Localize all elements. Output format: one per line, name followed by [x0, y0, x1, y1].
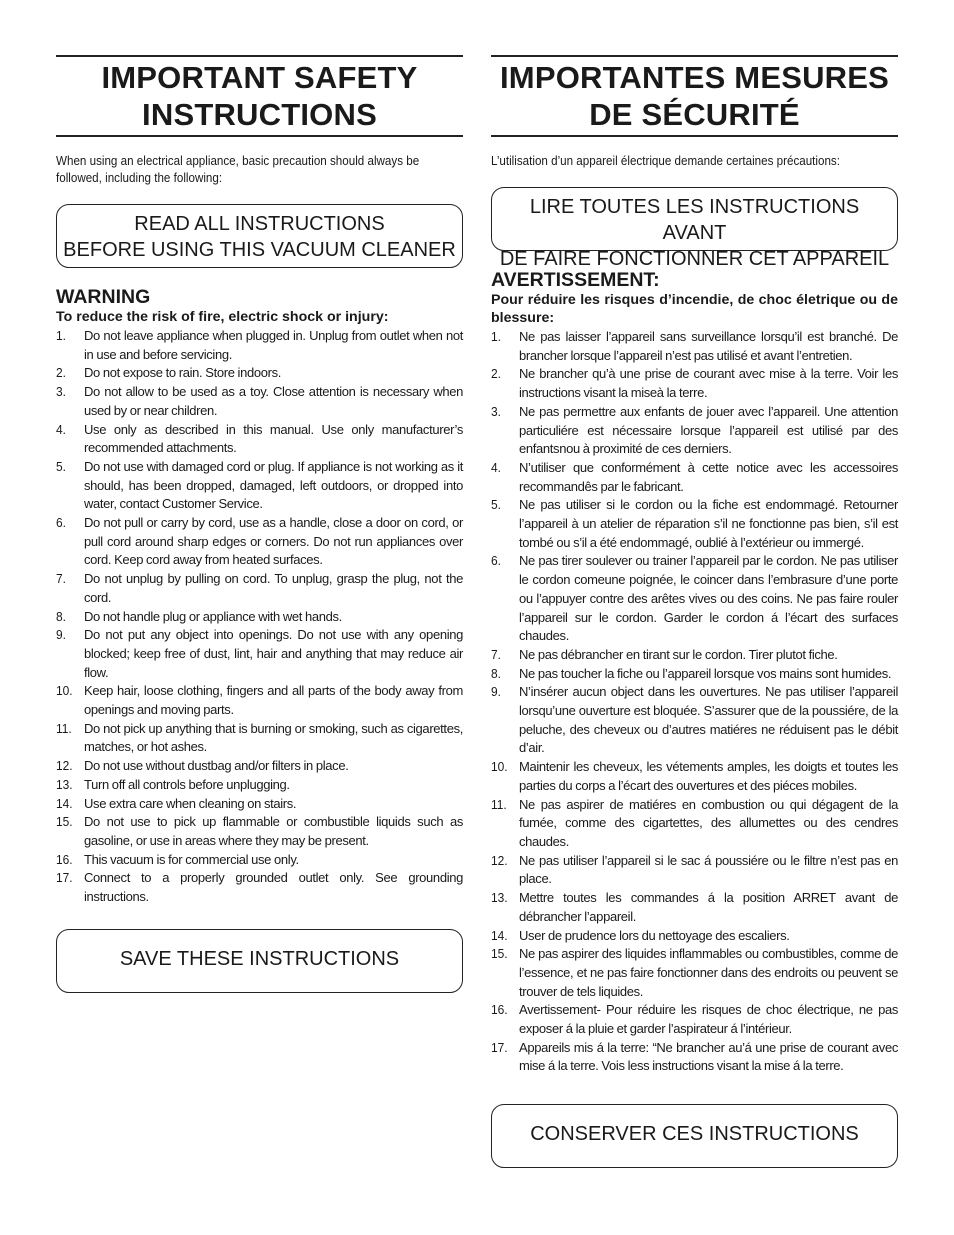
english-instruction-item [56, 851, 463, 870]
english-instruction-item [56, 795, 463, 814]
french-warning-heading: AVERTISSEMENT: [491, 269, 660, 291]
english-title-block [56, 55, 463, 137]
english-column [56, 55, 463, 993]
french-callout-line1: LIRE TOUTES LES INSTRUCTIONS AVANT [529, 196, 860, 244]
item-number: 11. [491, 796, 507, 812]
french-read-callout [491, 187, 898, 270]
item-text: Do not pull or carry by cord, use as a handle, close a door on cord, or pull cord around sharp edges or corners. Do not run appliances over cord. Keep cord away from heated surfaces. [84, 515, 463, 568]
item-text: Ne pas permettre aux enfants de jouer avec l’appareil. Une attention particuliére est nécessaire lorsque l’appareil est utilisé par des enfantsnou à proximité de ces derniers. [519, 403, 898, 457]
item-number: 17. [56, 870, 73, 886]
french-intro: L’utilisation d’un appareil électrique demande certaines précautions: [491, 154, 840, 168]
french-instruction-item [491, 1039, 898, 1076]
french-instruction-item [491, 852, 898, 889]
french-instruction-item [491, 889, 898, 926]
item-text: Do not leave appliance when plugged in. Unplug from outlet when not in use and before servicing. [84, 328, 463, 362]
item-text: Appareils mis á la terre: “Ne brancher au’á une prise de courant avec mise á la terre. Vois less instructions visant la mise á la terre. [519, 1039, 898, 1074]
item-text: Do not handle plug or appliance with wet hands. [84, 608, 342, 624]
item-number: 6. [56, 515, 66, 531]
item-text: Do not allow to be used as a toy. Close attention is necessary when used by or near children. [84, 384, 463, 418]
item-number: 16. [491, 1002, 508, 1018]
item-number: 3. [56, 384, 66, 400]
item-number: 9. [491, 684, 501, 700]
french-instruction-item [491, 927, 898, 946]
item-text: Do not unplug by pulling on cord. To unplug, grasp the plug, not the cord. [84, 571, 463, 605]
english-instruction-list [56, 327, 463, 907]
english-intro: When using an electrical appliance, basic precaution should always be followed, including the following: [56, 154, 420, 185]
item-number: 16. [56, 851, 73, 867]
french-instruction-item [491, 683, 898, 758]
item-number: 5. [56, 458, 66, 474]
item-number: 8. [56, 608, 66, 624]
item-text: Use only as described in this manual. Use only manufacturer’s recommended attachments. [84, 421, 463, 456]
item-number: 1. [491, 329, 501, 344]
item-text: Keep hair, loose clothing, fingers and all parts of the body away from openings and moving parts. [84, 683, 463, 718]
item-text: Do not expose to rain. Store indoors. [84, 365, 281, 381]
english-instruction-item [56, 720, 463, 757]
english-warning-subtitle: To reduce the risk of fire, electric shock or injury: [56, 309, 389, 325]
item-text: Do not pick up anything that is burning or smoking, such as cigarettes, matches, or hot ashes. [84, 720, 463, 755]
french-save-label: CONSERVER CES INSTRUCTIONS [530, 1123, 859, 1146]
french-instruction-item [491, 1001, 898, 1038]
item-number: 3. [491, 403, 501, 419]
item-text: Maintenir les cheveux, les vétements amples, les doigts et toutes les parties du corps a l’écart des ouvertures et des piéces mobiles. [519, 759, 898, 793]
french-instruction-list [491, 328, 898, 1076]
french-instruction-item [491, 496, 898, 552]
item-text: Ne brancher qu’à une prise de courant avec mise à la terre. Voir les instructions visant la miseà la terre. [519, 366, 898, 401]
item-number: 5. [491, 497, 501, 513]
item-text: N’utiliser que conformément à cette notice avec les accessoires recommandês par le fabricant. [519, 459, 898, 494]
item-number: 15. [56, 814, 73, 830]
item-text: Ne pas toucher la fiche ou l’appareil lorsque vos mains sont humides. [519, 665, 892, 681]
item-number: 9. [56, 627, 66, 643]
english-instruction-item [56, 776, 463, 795]
item-text: Ne pas utiliser l’appareil si le sac á poussiére ou le filtre n’est pas en place. [519, 852, 898, 887]
english-instruction-item [56, 458, 463, 514]
item-text: Mettre toutes les commandes á la position ARRET avant de débrancher l’appareil. [519, 890, 898, 924]
item-text: Do not use to pick up flammable or combustible liquids such as gasoline, or use in areas where they may be present. [84, 814, 463, 848]
english-instruction-item [56, 327, 463, 364]
item-text: Ne pas aspirer des liquides inflammables ou combustibles, comme de l’essence, et ne pas faire fonctionner dans des endroits ou peuvent se trouver de tels liquides. [519, 946, 898, 999]
french-instruction-item [491, 665, 898, 684]
item-text: Do not use with damaged cord or plug. If appliance is not working as it should, has been dropped, damaged, left outdoors, or dropped into water, contact Customer Service. [84, 458, 463, 512]
english-instruction-item [56, 421, 463, 458]
item-number: 15. [491, 946, 508, 962]
english-instruction-item [56, 364, 463, 383]
item-text: Avertissement- Pour réduire les risques de choc électrique, ne pas exposer á la pluie et garder l’aspirateur á l’intérieur. [519, 1002, 898, 1037]
item-text: N’insérer aucun object dans les ouvertures. Ne pas utiliser l’appareil lorsqu’une ouverture est bloquée. S’assurer que de la poussiére, de la peluche, des cheveux ou d’autres matiéres ne réduisent pas le débit d’air. [519, 684, 898, 756]
item-number: 4. [56, 421, 66, 437]
item-number: 10. [491, 759, 508, 775]
item-text: User de prudence lors du nettoyage des escaliers. [519, 927, 790, 943]
english-instruction-item [56, 608, 463, 627]
english-instruction-item [56, 757, 463, 776]
english-instruction-item [56, 626, 463, 682]
item-number: 14. [491, 927, 508, 943]
english-instruction-item [56, 813, 463, 850]
english-read-callout [56, 204, 463, 268]
english-title-line2: INSTRUCTIONS [142, 97, 377, 132]
item-text: Ne pas tirer soulever ou trainer l’appareil par le cordon. Ne pas utiliser le cordon comeune poignée, le coincer dans l’embrasure d’une porte ou l’appuyer contre des arêtes vives ou des coins. Ne pas faire rouler l’appareil sur le cordon. Garder le cordon á l’écart des surfaces chaudes. [519, 553, 898, 644]
item-number: 1. [56, 328, 66, 343]
item-number: 4. [491, 459, 501, 475]
french-instruction-item [491, 758, 898, 795]
item-number: 14. [56, 795, 73, 811]
item-text: Ne pas utiliser si le cordon ou la fiche est endommagé. Retourner l’appareil à un atelier de réparation s’il ne fonctionne pas bien, s’il est tombé ou s’il a été endommagé, oublié à l’extérieur ou immergé. [519, 497, 898, 550]
item-number: 12. [491, 852, 508, 868]
french-title-block [491, 55, 898, 137]
item-text: Use extra care when cleaning on stairs. [84, 795, 297, 811]
item-number: 7. [491, 646, 501, 662]
english-save-callout [56, 929, 463, 993]
english-save-label: SAVE THESE INSTRUCTIONS [119, 947, 400, 970]
french-warning-subtitle: Pour réduire les risques d’incendie, de choc életrique ou de blessure: [491, 292, 898, 326]
item-text: Ne pas débrancher en tirant sur le cordon. Tirer plutot fiche. [519, 646, 838, 662]
english-instruction-item [56, 869, 463, 906]
french-column [491, 55, 898, 1168]
item-text: This vacuum is for commercial use only. [84, 851, 299, 867]
item-number: 2. [491, 366, 501, 382]
french-instruction-item [491, 796, 898, 852]
item-text: Connect to a properly grounded outlet only. See grounding instructions. [84, 870, 463, 905]
item-number: 13. [56, 776, 73, 792]
english-callout-line1: READ ALL INSTRUCTIONS [134, 213, 385, 235]
item-number: 2. [56, 365, 66, 381]
item-number: 10. [56, 683, 73, 699]
item-text: Ne pas laisser l’appareil sans surveillance lorsqu’il est branché. De brancher lorsque l’appareil n’est pas utilisé et avant l’entretien. [519, 329, 898, 363]
item-number: 7. [56, 571, 66, 587]
french-instruction-item [491, 365, 898, 402]
item-number: 13. [491, 890, 508, 906]
item-text: Do not use without dustbag and/or filters in place. [84, 758, 349, 774]
french-save-callout [491, 1104, 898, 1168]
french-instruction-item [491, 552, 898, 646]
english-title-line1: IMPORTANT SAFETY [101, 60, 418, 95]
french-instruction-item [491, 328, 898, 365]
english-instruction-item [56, 514, 463, 570]
item-number: 17. [491, 1039, 508, 1055]
item-number: 8. [491, 665, 501, 681]
english-instruction-item [56, 570, 463, 607]
item-number: 11. [56, 720, 72, 736]
item-text: Do not put any object into openings. Do not use with any opening blocked; keep free of dust, lint, hair and anything that may reduce air flow. [84, 627, 463, 680]
french-instruction-item [491, 646, 898, 665]
english-warning-heading: WARNING [56, 286, 151, 308]
french-instruction-item [491, 459, 898, 496]
french-title-line1: IMPORTANTES MESURES [499, 60, 890, 95]
french-instruction-item [491, 403, 898, 459]
english-instruction-item [56, 682, 463, 719]
english-instruction-item [56, 383, 463, 420]
french-title-line2: DE SÉCURITÉ [589, 97, 800, 132]
french-instruction-item [491, 945, 898, 1001]
item-number: 12. [56, 758, 73, 774]
french-callout-line2: DE FAIRE FONCTIONNER CET APPAREIL [499, 248, 890, 270]
item-number: 6. [491, 553, 501, 569]
item-text: Ne pas aspirer de matiéres en combustion ou qui dégagent de la fumée, comme des cigartettes, des allumettes ou des cendres chaudes. [519, 796, 898, 849]
english-callout-line2: BEFORE USING THIS VACUUM CLEANER [63, 239, 456, 261]
item-text: Turn off all controls before unplugging. [84, 776, 290, 792]
